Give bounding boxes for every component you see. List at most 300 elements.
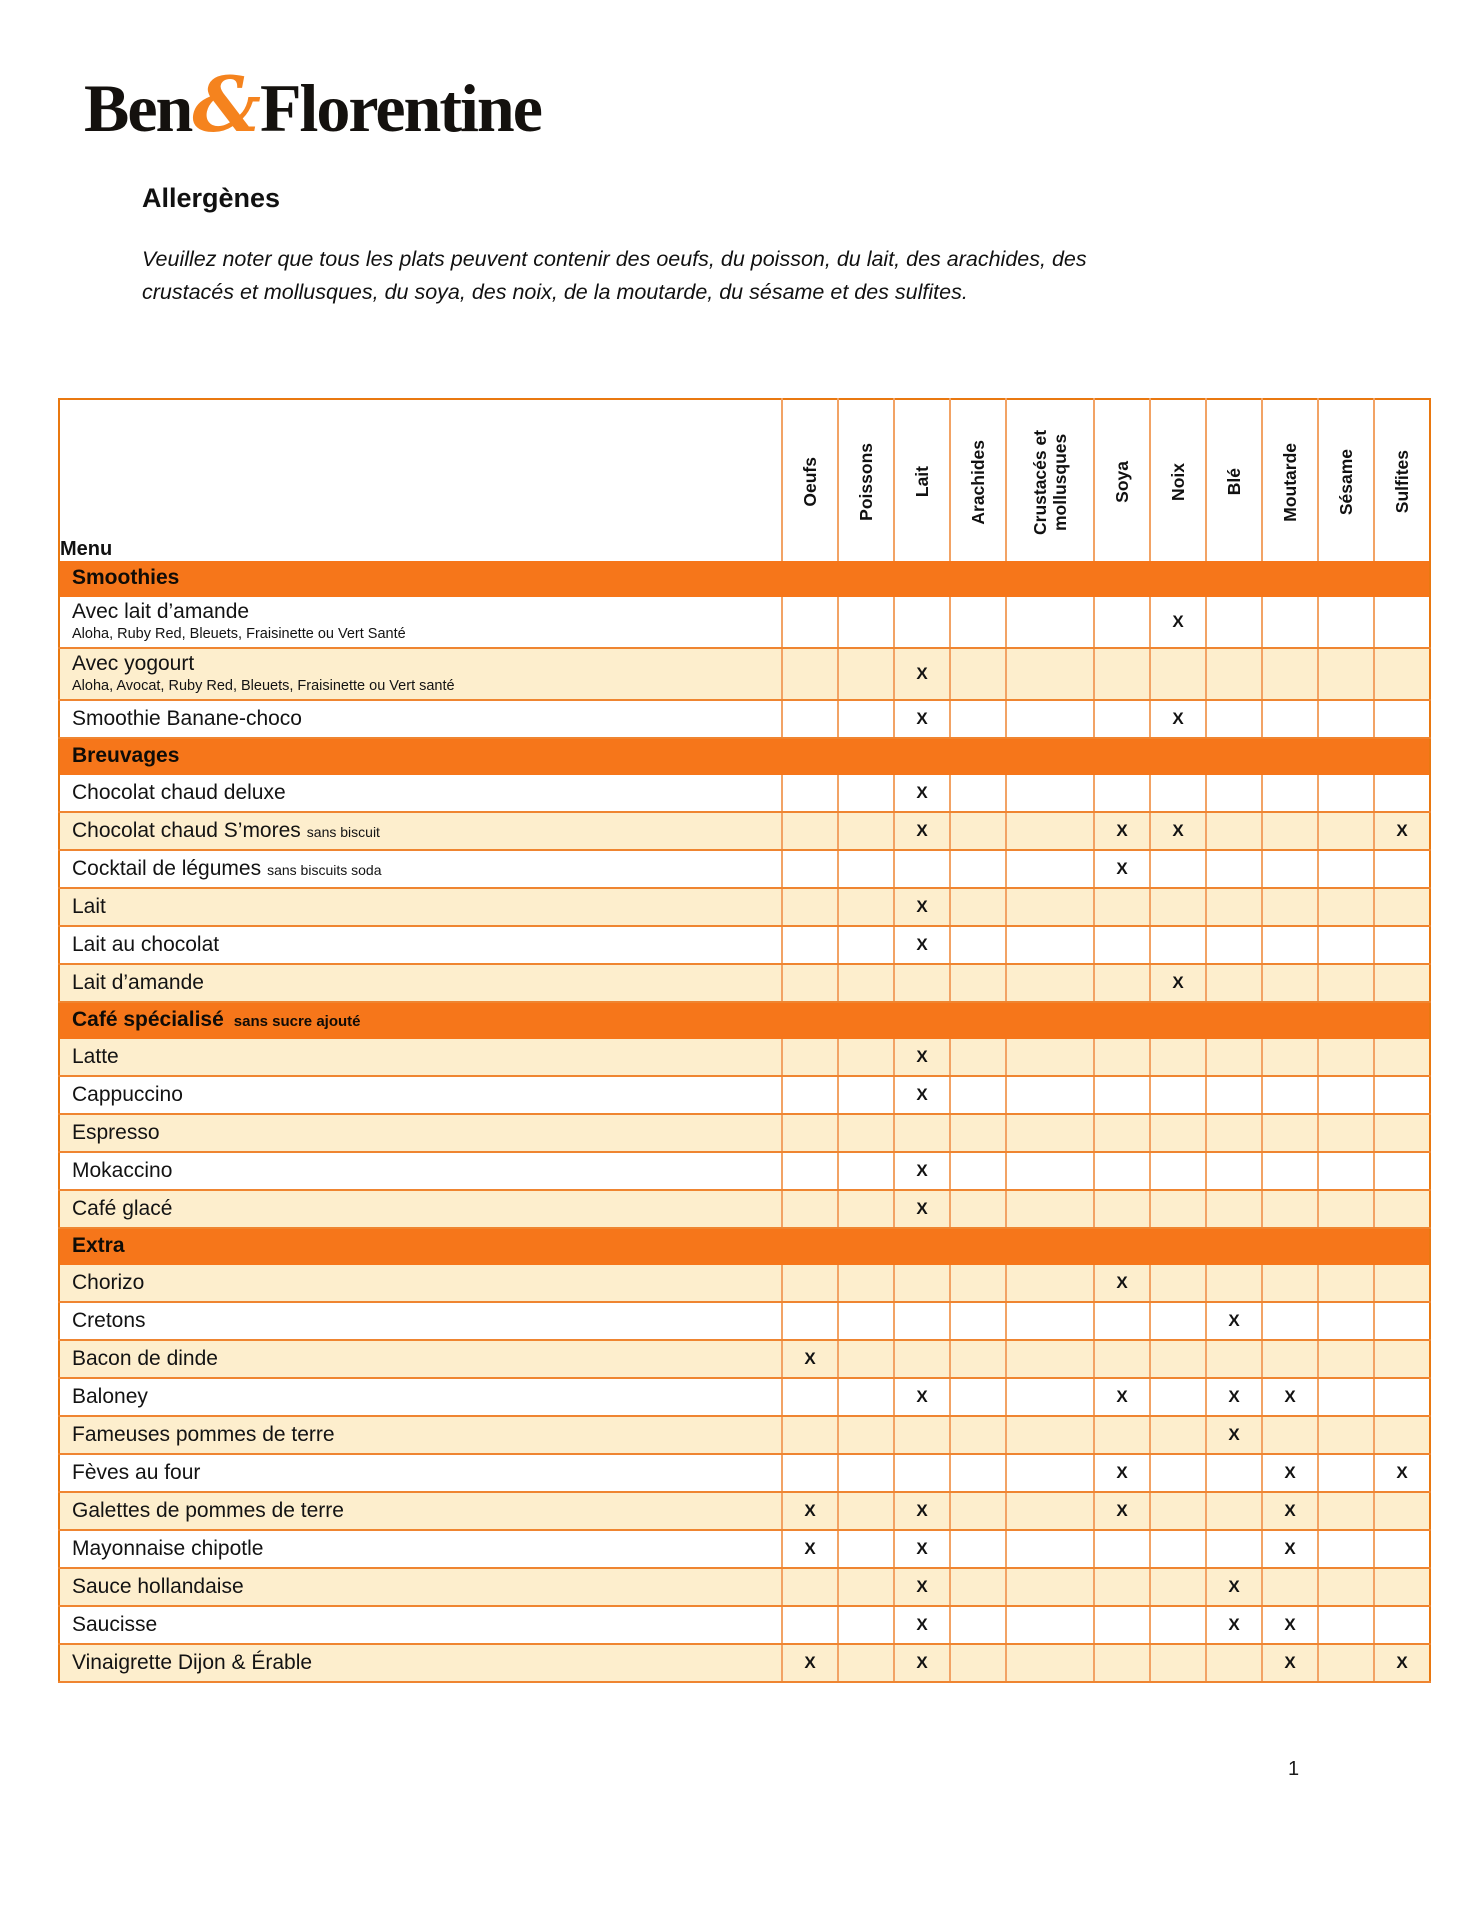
- page-number: 1: [1288, 1758, 1300, 1780]
- allergen-cell-sesame: [1318, 1076, 1374, 1114]
- allergen-cell-soya: [1094, 1416, 1150, 1454]
- menu-column-header: Menu: [59, 399, 782, 561]
- allergen-cell-crustaces: [1006, 1340, 1094, 1378]
- column-header-label-noix: Noix: [1168, 463, 1188, 501]
- allergen-cell-ble: [1206, 850, 1262, 888]
- allergen-cell-ble: X: [1206, 1302, 1262, 1340]
- allergen-cell-arachides: [950, 1530, 1006, 1568]
- allergen-cell-soya: [1094, 1530, 1150, 1568]
- logo-text-florentine: Florentine: [259, 70, 541, 146]
- allergen-cell-sesame: [1318, 1265, 1374, 1302]
- allergen-cell-arachides: [950, 1076, 1006, 1114]
- allergen-cell-soya: [1094, 1039, 1150, 1076]
- menu-item-row: [59, 775, 1430, 812]
- allergen-cell-soya: [1094, 775, 1150, 812]
- allergen-cell-arachides: [950, 812, 1006, 850]
- section-title-cell: [59, 1228, 1430, 1265]
- menu-item-name: Mayonnaise chipotle: [72, 1537, 264, 1560]
- allergen-cell-lait: X: [894, 775, 950, 812]
- allergen-cell-poissons: [838, 1606, 894, 1644]
- allergen-cell-arachides: [950, 1606, 1006, 1644]
- allergen-cell-moutarde: X: [1262, 1378, 1318, 1416]
- allergen-cell-soya: [1094, 1606, 1150, 1644]
- section-title: Café spécialisé: [72, 1008, 224, 1031]
- allergen-cell-poissons: [838, 775, 894, 812]
- allergen-cell-oeufs: [782, 1190, 838, 1228]
- allergen-cell-sulfites: [1374, 597, 1430, 648]
- menu-item-name: Chocolat chaud S’mores: [72, 819, 301, 842]
- allergen-cell-crustaces: [1006, 1302, 1094, 1340]
- allergen-cell-poissons: [838, 1340, 894, 1378]
- menu-item-row: [59, 597, 1430, 648]
- allergen-cell-noix: [1150, 1340, 1206, 1378]
- allergen-cell-moutarde: [1262, 888, 1318, 926]
- allergen-cell-moutarde: X: [1262, 1644, 1318, 1682]
- allergen-cell-sulfites: [1374, 1265, 1430, 1302]
- allergen-cell-sesame: [1318, 964, 1374, 1002]
- allergen-cell-poissons: [838, 888, 894, 926]
- allergen-cell-poissons: [838, 1644, 894, 1682]
- allergen-cell-sesame: [1318, 1302, 1374, 1340]
- menu-item-name: Lait d’amande: [72, 971, 204, 994]
- menu-item-name-line: [72, 1044, 777, 1069]
- allergen-cell-crustaces: [1006, 1416, 1094, 1454]
- allergen-cell-oeufs: [782, 597, 838, 648]
- menu-item-name-line: [72, 706, 777, 731]
- allergen-cell-crustaces: [1006, 1454, 1094, 1492]
- allergen-cell-sulfites: [1374, 1530, 1430, 1568]
- allergen-cell-arachides: [950, 1265, 1006, 1302]
- menu-item-row: [59, 1076, 1430, 1114]
- allergen-cell-arachides: [950, 964, 1006, 1002]
- menu-item-name: Avec lait d’amande: [72, 600, 250, 623]
- allergen-cell-crustaces: [1006, 964, 1094, 1002]
- allergen-cell-poissons: [838, 1076, 894, 1114]
- menu-item-note: sans biscuit: [306, 824, 380, 840]
- allergen-cell-sulfites: [1374, 1492, 1430, 1530]
- allergen-cell-lait: X: [894, 700, 950, 738]
- allergen-cell-moutarde: X: [1262, 1530, 1318, 1568]
- allergen-cell-arachides: [950, 1644, 1006, 1682]
- allergen-cell-noix: [1150, 1454, 1206, 1492]
- allergen-cell-crustaces: [1006, 1568, 1094, 1606]
- menu-item-row: [59, 1644, 1430, 1682]
- allergen-cell-ble: [1206, 1039, 1262, 1076]
- menu-item-name: Latte: [72, 1045, 119, 1068]
- menu-item-row: [59, 1568, 1430, 1606]
- allergen-cell-noix: [1150, 1265, 1206, 1302]
- allergen-cell-sesame: [1318, 1606, 1374, 1644]
- allergen-cell-sesame: [1318, 1492, 1374, 1530]
- allergen-cell-ble: X: [1206, 1378, 1262, 1416]
- allergen-cell-soya: X: [1094, 1378, 1150, 1416]
- allergen-cell-sulfites: [1374, 888, 1430, 926]
- allergen-cell-ble: X: [1206, 1416, 1262, 1454]
- column-header-label-moutarde: Moutarde: [1280, 442, 1300, 522]
- menu-item-cell: [59, 1378, 782, 1416]
- menu-item-row: [59, 1492, 1430, 1530]
- menu-item-cell: [59, 1340, 782, 1378]
- menu-item-row: [59, 1302, 1430, 1340]
- allergen-cell-sulfites: [1374, 1606, 1430, 1644]
- menu-item-cell: [59, 1530, 782, 1568]
- allergen-cell-poissons: [838, 700, 894, 738]
- allergen-cell-arachides: [950, 1302, 1006, 1340]
- allergen-cell-poissons: [838, 597, 894, 648]
- allergen-cell-poissons: [838, 1152, 894, 1190]
- menu-item-cell: [59, 1076, 782, 1114]
- allergen-cell-arachides: [950, 926, 1006, 964]
- menu-item-cell: [59, 1302, 782, 1340]
- allergen-cell-poissons: [838, 1530, 894, 1568]
- allergen-cell-crustaces: [1006, 812, 1094, 850]
- menu-item-cell: [59, 700, 782, 738]
- column-header-label-sulfites: Sulfites: [1392, 450, 1412, 514]
- menu-item-row: [59, 888, 1430, 926]
- allergen-cell-soya: [1094, 1568, 1150, 1606]
- allergen-cell-ble: X: [1206, 1568, 1262, 1606]
- allergen-cell-ble: [1206, 1190, 1262, 1228]
- menu-item-row: [59, 812, 1430, 850]
- menu-item-cell: [59, 775, 782, 812]
- allergen-cell-oeufs: [782, 1265, 838, 1302]
- menu-item-name-line: [72, 856, 777, 881]
- menu-item-name: Saucisse: [72, 1613, 158, 1636]
- allergen-cell-noix: [1150, 648, 1206, 700]
- section-header-row: [59, 738, 1430, 775]
- allergen-cell-sesame: [1318, 1152, 1374, 1190]
- allergen-cell-soya: X: [1094, 1454, 1150, 1492]
- allergen-cell-lait: X: [894, 812, 950, 850]
- allergen-cell-sesame: [1318, 1340, 1374, 1378]
- allergen-cell-sesame: [1318, 850, 1374, 888]
- menu-item-name: Fèves au four: [72, 1461, 201, 1484]
- menu-item-row: [59, 1606, 1430, 1644]
- allergen-cell-soya: [1094, 648, 1150, 700]
- allergen-cell-lait: X: [894, 1644, 950, 1682]
- allergen-cell-oeufs: [782, 812, 838, 850]
- menu-item-row: [59, 926, 1430, 964]
- allergen-cell-ble: [1206, 1076, 1262, 1114]
- section-note: sans sucre ajouté: [233, 1013, 361, 1030]
- allergen-cell-moutarde: [1262, 812, 1318, 850]
- allergen-cell-crustaces: [1006, 1644, 1094, 1682]
- allergen-cell-sesame: [1318, 1114, 1374, 1152]
- header-row: [59, 399, 1430, 561]
- allergen-cell-oeufs: [782, 1378, 838, 1416]
- allergen-cell-moutarde: [1262, 926, 1318, 964]
- menu-item-cell: [59, 597, 782, 648]
- menu-item-row: [59, 1530, 1430, 1568]
- allergen-cell-soya: [1094, 1302, 1150, 1340]
- allergen-cell-sesame: [1318, 888, 1374, 926]
- allergen-cell-ble: [1206, 775, 1262, 812]
- menu-item-name: Bacon de dinde: [72, 1347, 218, 1370]
- allergen-cell-crustaces: [1006, 1152, 1094, 1190]
- allergen-cell-sesame: [1318, 812, 1374, 850]
- allergen-cell-noix: [1150, 888, 1206, 926]
- allergen-cell-ble: [1206, 700, 1262, 738]
- column-header-label-ble: Blé: [1224, 468, 1244, 496]
- allergen-cell-noix: X: [1150, 964, 1206, 1002]
- allergen-cell-poissons: [838, 1378, 894, 1416]
- menu-item-cell: [59, 1039, 782, 1076]
- menu-item-name-line: [72, 1308, 777, 1333]
- allergen-cell-ble: [1206, 812, 1262, 850]
- allergen-cell-crustaces: [1006, 1530, 1094, 1568]
- allergen-cell-sesame: [1318, 700, 1374, 738]
- allergen-cell-moutarde: [1262, 1568, 1318, 1606]
- allergen-cell-moutarde: [1262, 1039, 1318, 1076]
- column-header-soya: [1094, 399, 1150, 561]
- allergen-cell-poissons: [838, 648, 894, 700]
- allergen-cell-lait: [894, 1454, 950, 1492]
- menu-item-name-line: [72, 1082, 777, 1107]
- menu-item-name: Sauce hollandaise: [72, 1575, 244, 1598]
- menu-item-row: [59, 1114, 1430, 1152]
- menu-item-row: [59, 700, 1430, 738]
- allergen-cell-noix: [1150, 1152, 1206, 1190]
- menu-item-cell: [59, 1114, 782, 1152]
- section-title: Extra: [72, 1234, 125, 1257]
- menu-item-name-line: [72, 599, 777, 624]
- allergen-cell-ble: [1206, 1114, 1262, 1152]
- allergen-cell-oeufs: [782, 700, 838, 738]
- allergen-cell-poissons: [838, 1039, 894, 1076]
- allergen-cell-arachides: [950, 888, 1006, 926]
- allergen-cell-soya: [1094, 888, 1150, 926]
- menu-item-name-line: [72, 932, 777, 957]
- allergen-cell-noix: X: [1150, 700, 1206, 738]
- section-header-row: [59, 1002, 1430, 1039]
- allergen-cell-sulfites: [1374, 1416, 1430, 1454]
- menu-item-cell: [59, 964, 782, 1002]
- logo-ampersand-icon: &: [192, 60, 259, 149]
- allergen-cell-ble: [1206, 648, 1262, 700]
- allergen-cell-arachides: [950, 1039, 1006, 1076]
- allergen-cell-crustaces: [1006, 926, 1094, 964]
- allergen-cell-sulfites: [1374, 1340, 1430, 1378]
- menu-item-cell: [59, 888, 782, 926]
- allergen-cell-ble: [1206, 1454, 1262, 1492]
- allergen-cell-moutarde: [1262, 1190, 1318, 1228]
- allergen-cell-lait: X: [894, 1190, 950, 1228]
- allergen-cell-noix: [1150, 1416, 1206, 1454]
- allergen-cell-oeufs: [782, 1454, 838, 1492]
- column-header-label-soya: Soya: [1112, 461, 1132, 503]
- menu-item-name: Lait: [72, 895, 106, 918]
- allergen-cell-sulfites: X: [1374, 1454, 1430, 1492]
- allergen-cell-poissons: [838, 850, 894, 888]
- allergen-cell-moutarde: [1262, 1302, 1318, 1340]
- menu-item-name: Chocolat chaud deluxe: [72, 781, 286, 804]
- allergen-cell-arachides: [950, 1378, 1006, 1416]
- allergen-cell-sulfites: [1374, 1076, 1430, 1114]
- allergen-cell-noix: [1150, 926, 1206, 964]
- allergen-cell-ble: [1206, 1152, 1262, 1190]
- allergen-cell-crustaces: [1006, 1076, 1094, 1114]
- allergen-cell-soya: [1094, 1076, 1150, 1114]
- allergen-table: [58, 398, 1431, 1683]
- allergen-cell-ble: [1206, 1644, 1262, 1682]
- column-header-moutarde: [1262, 399, 1318, 561]
- allergen-cell-moutarde: X: [1262, 1606, 1318, 1644]
- section-title-cell: [59, 561, 1430, 597]
- allergen-cell-moutarde: X: [1262, 1492, 1318, 1530]
- allergen-cell-ble: [1206, 964, 1262, 1002]
- column-header-label-lait: Lait: [912, 466, 932, 498]
- menu-item-name: Cocktail de légumes: [72, 857, 262, 880]
- allergen-cell-noix: [1150, 1492, 1206, 1530]
- allergen-cell-moutarde: [1262, 850, 1318, 888]
- allergen-cell-moutarde: [1262, 1416, 1318, 1454]
- allergen-cell-lait: X: [894, 888, 950, 926]
- menu-item-name: Vinaigrette Dijon & Érable: [72, 1651, 313, 1674]
- menu-item-cell: [59, 1492, 782, 1530]
- menu-item-name: Chorizo: [72, 1271, 145, 1294]
- allergen-cell-lait: [894, 1340, 950, 1378]
- column-header-label-oeufs: Oeufs: [800, 457, 820, 507]
- allergen-cell-arachides: [950, 850, 1006, 888]
- allergen-cell-sulfites: [1374, 1302, 1430, 1340]
- allergen-cell-crustaces: [1006, 648, 1094, 700]
- allergen-cell-sulfites: [1374, 1190, 1430, 1228]
- allergen-cell-lait: X: [894, 1492, 950, 1530]
- allergen-cell-soya: [1094, 1340, 1150, 1378]
- allergen-cell-soya: [1094, 1152, 1150, 1190]
- menu-item-name-line: [72, 1346, 777, 1371]
- menu-item-name: Cappuccino: [72, 1083, 183, 1106]
- allergen-cell-arachides: [950, 775, 1006, 812]
- allergen-cell-sesame: [1318, 1039, 1374, 1076]
- allergen-cell-moutarde: [1262, 1114, 1318, 1152]
- menu-item-name: Smoothie Banane-choco: [72, 707, 302, 730]
- allergen-cell-arachides: [950, 700, 1006, 738]
- allergen-cell-soya: [1094, 1644, 1150, 1682]
- menu-item-cell: [59, 1606, 782, 1644]
- allergen-cell-lait: X: [894, 1530, 950, 1568]
- menu-item-row: [59, 850, 1430, 888]
- allergen-cell-poissons: [838, 1492, 894, 1530]
- allergen-cell-sesame: [1318, 775, 1374, 812]
- logo-text-ben: Ben: [84, 70, 192, 146]
- allergen-cell-sulfites: [1374, 1152, 1430, 1190]
- allergen-cell-oeufs: X: [782, 1644, 838, 1682]
- allergen-cell-soya: [1094, 1114, 1150, 1152]
- allergen-cell-noix: [1150, 1039, 1206, 1076]
- menu-item-row: [59, 1416, 1430, 1454]
- menu-item-name: Café glacé: [72, 1197, 173, 1220]
- menu-item-row: [59, 648, 1430, 700]
- allergen-cell-arachides: [950, 1568, 1006, 1606]
- allergen-cell-lait: [894, 964, 950, 1002]
- allergen-cell-ble: [1206, 1492, 1262, 1530]
- allergen-cell-crustaces: [1006, 1378, 1094, 1416]
- menu-item-name-line: [72, 970, 777, 995]
- allergen-cell-moutarde: [1262, 648, 1318, 700]
- allergen-cell-sulfites: [1374, 964, 1430, 1002]
- menu-item-cell: [59, 648, 782, 700]
- menu-item-cell: [59, 1568, 782, 1606]
- section-title-cell: [59, 738, 1430, 775]
- menu-item-cell: [59, 812, 782, 850]
- allergen-cell-poissons: [838, 1568, 894, 1606]
- allergen-cell-arachides: [950, 1190, 1006, 1228]
- allergen-cell-oeufs: X: [782, 1492, 838, 1530]
- allergen-cell-ble: [1206, 1340, 1262, 1378]
- allergen-cell-sulfites: [1374, 1039, 1430, 1076]
- allergen-cell-noix: [1150, 1114, 1206, 1152]
- allergen-cell-oeufs: [782, 1302, 838, 1340]
- allergen-cell-sulfites: [1374, 926, 1430, 964]
- menu-item-cell: [59, 1152, 782, 1190]
- menu-item-cell: [59, 926, 782, 964]
- allergen-cell-poissons: [838, 1114, 894, 1152]
- menu-item-row: [59, 1378, 1430, 1416]
- allergen-cell-lait: [894, 597, 950, 648]
- table-body: [59, 561, 1430, 1682]
- allergen-cell-oeufs: [782, 1152, 838, 1190]
- menu-item-name-line: [72, 651, 777, 676]
- allergen-cell-arachides: [950, 1114, 1006, 1152]
- allergen-cell-arachides: [950, 1152, 1006, 1190]
- allergen-cell-noix: [1150, 775, 1206, 812]
- menu-item-name-line: [72, 1196, 777, 1221]
- column-header-sesame: [1318, 399, 1374, 561]
- allergen-cell-oeufs: [782, 775, 838, 812]
- allergen-cell-lait: X: [894, 1152, 950, 1190]
- allergen-cell-oeufs: [782, 1568, 838, 1606]
- allergen-cell-soya: [1094, 1190, 1150, 1228]
- menu-item-name-line: [72, 1460, 777, 1485]
- allergen-cell-lait: X: [894, 1378, 950, 1416]
- allergen-cell-noix: [1150, 1190, 1206, 1228]
- allergen-cell-noix: [1150, 1568, 1206, 1606]
- allergen-cell-crustaces: [1006, 1265, 1094, 1302]
- allergen-cell-sulfites: [1374, 1378, 1430, 1416]
- allergen-cell-crustaces: [1006, 775, 1094, 812]
- page-title: Allergènes: [142, 183, 281, 213]
- column-header-arachides: [950, 399, 1006, 561]
- allergen-cell-sulfites: X: [1374, 812, 1430, 850]
- menu-item-name-line: [72, 1158, 777, 1183]
- allergen-cell-lait: X: [894, 1606, 950, 1644]
- allergen-cell-soya: [1094, 964, 1150, 1002]
- allergen-cell-moutarde: [1262, 1340, 1318, 1378]
- allergen-cell-noix: [1150, 1378, 1206, 1416]
- menu-item-name: Fameuses pommes de terre: [72, 1423, 335, 1446]
- allergen-cell-lait: [894, 1302, 950, 1340]
- menu-item-cell: [59, 1454, 782, 1492]
- menu-item-name-line: [72, 1536, 777, 1561]
- allergen-cell-lait: X: [894, 1039, 950, 1076]
- allergen-cell-lait: [894, 1265, 950, 1302]
- allergen-cell-soya: X: [1094, 812, 1150, 850]
- menu-item-name: Lait au chocolat: [72, 933, 220, 956]
- allergen-cell-arachides: [950, 1340, 1006, 1378]
- allergen-cell-sulfites: X: [1374, 1644, 1430, 1682]
- allergen-cell-crustaces: [1006, 1492, 1094, 1530]
- allergen-cell-moutarde: [1262, 597, 1318, 648]
- menu-item-name-line: [72, 780, 777, 805]
- menu-item-name-line: [72, 1384, 777, 1409]
- menu-item-note: sans biscuits soda: [267, 862, 382, 878]
- allergen-cell-sesame: [1318, 926, 1374, 964]
- allergen-cell-crustaces: [1006, 888, 1094, 926]
- allergen-cell-noix: X: [1150, 812, 1206, 850]
- allergen-cell-crustaces: [1006, 1039, 1094, 1076]
- column-header-oeufs: [782, 399, 838, 561]
